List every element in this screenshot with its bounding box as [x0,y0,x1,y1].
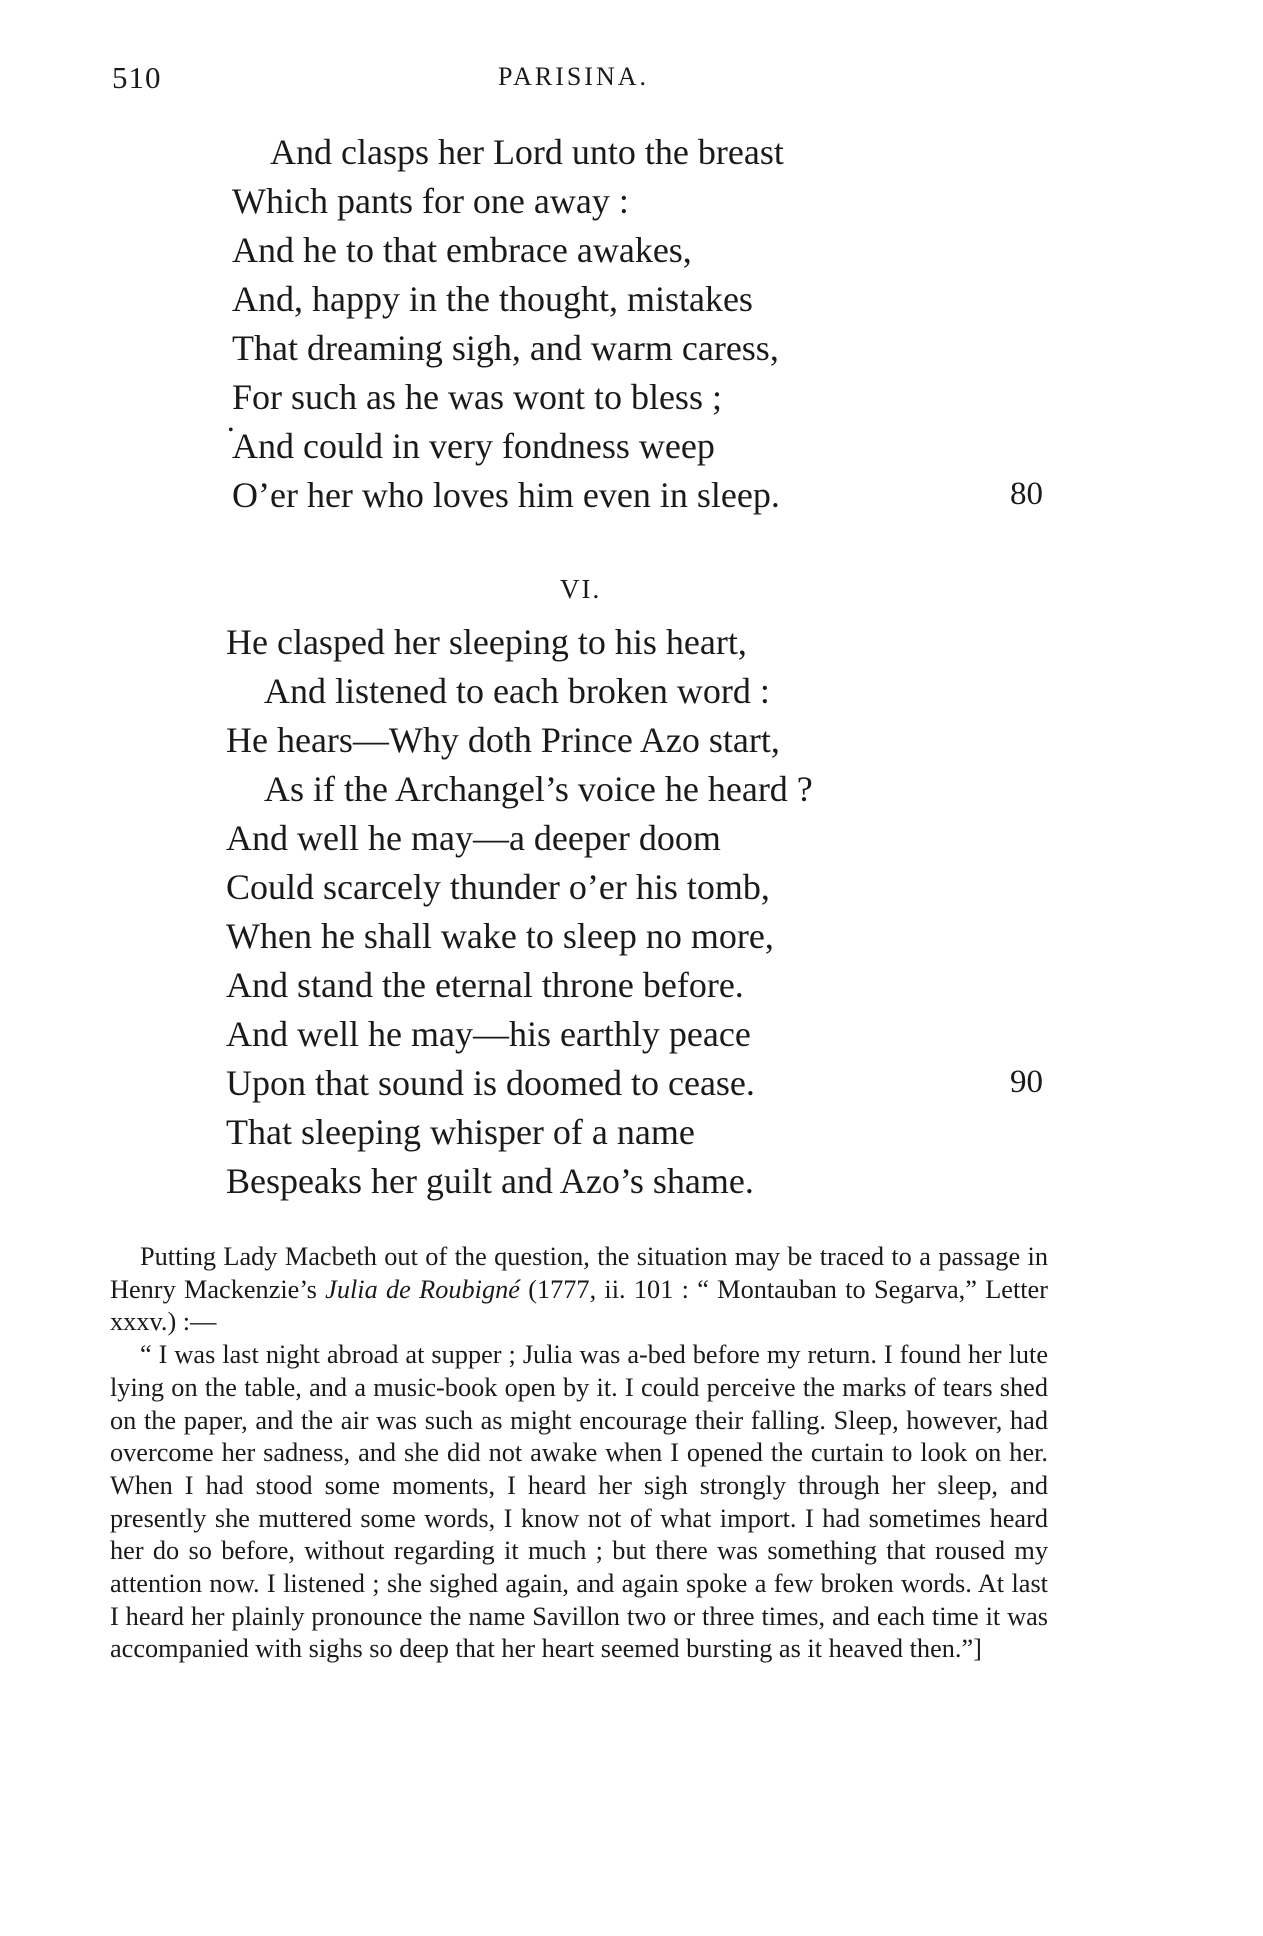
verse-line: And stand the eternal throne before. [226,965,744,1005]
verse-line: And, happy in the thought, mistakes [232,279,753,319]
verse-line: O’er her who loves him even in sleep. [232,475,780,515]
section-number: VI. [560,574,602,604]
note-quotation: “ I was last night abroad at supper ; Julia was a-bed before my return. I found her lute lying on the table, and a music-book open by it. I could perceive the marks of tears shed on the paper, and the air was such as might encourage their falling. Sleep, however, had overcome her sadness, and she did not awake when I opened the curtain to look on her. When I had stood some moments, I heard her sigh strongly through her sleep, and presently she muttered some words, I know not of what import. I had sometimes heard her do so before, without regarding it much ; but there was something that roused my attention now. I listened ; she sighed again, and again spoke a few broken words. At last I heard her plainly pronounce the name Savillon two or three times, and each time it was accompanied with sighs so deep that her heart seemed bursting as it heaved then.”] [110,1340,1048,1664]
verse-line: And listened to each broken word : [264,671,770,711]
note-intro-text: Putting Lady Macbeth out of the question, the situation may be traced to a passage in Henry Mackenzie’s [110,1242,1048,1304]
verse-line: Which pants for one away : [232,181,629,221]
note-citation: (1777, ii. 101 : “ Montauban to Segarva,” Letter xxxv.) :— [110,1274,1048,1337]
note-intro [110,1241,1048,1339]
editorial-note [110,1241,1048,1666]
running-title: PARISINA. [498,62,650,91]
verse-line: That sleeping whisper of a name [226,1112,695,1152]
verse-line: And well he may—his earthly peace [226,1014,751,1054]
verse-line: He hears—Why doth Prince Azo start, [226,720,780,760]
verse-line: That dreaming sigh, and warm caress, [232,328,779,368]
line-number: 80 [1010,476,1043,512]
verse-line: And he to that embrace awakes, [232,230,692,270]
verse-line: And clasps her Lord unto the breast [270,132,784,172]
verse-line: Bespeaks her guilt and Azo’s shame. [226,1161,754,1201]
book-title: Julia de Roubigné [325,1274,520,1304]
verse-line: And could in very fondness weep [232,426,715,466]
line-number: 90 [1010,1064,1043,1100]
margin-mark: • [228,422,234,439]
verse-line: When he shall wake to sleep no more, [226,916,774,956]
page-number: 510 [112,60,162,95]
verse-line: For such as he was wont to bless ; [232,377,722,417]
verse-line: Upon that sound is doomed to cease. [226,1063,755,1103]
verse-line: As if the Archangel’s voice he heard ? [264,769,813,809]
verse-line: And well he may—a deeper doom [226,818,721,858]
verse-line: He clasped her sleeping to his heart, [226,622,747,662]
verse-line: Could scarcely thunder o’er his tomb, [226,867,770,907]
